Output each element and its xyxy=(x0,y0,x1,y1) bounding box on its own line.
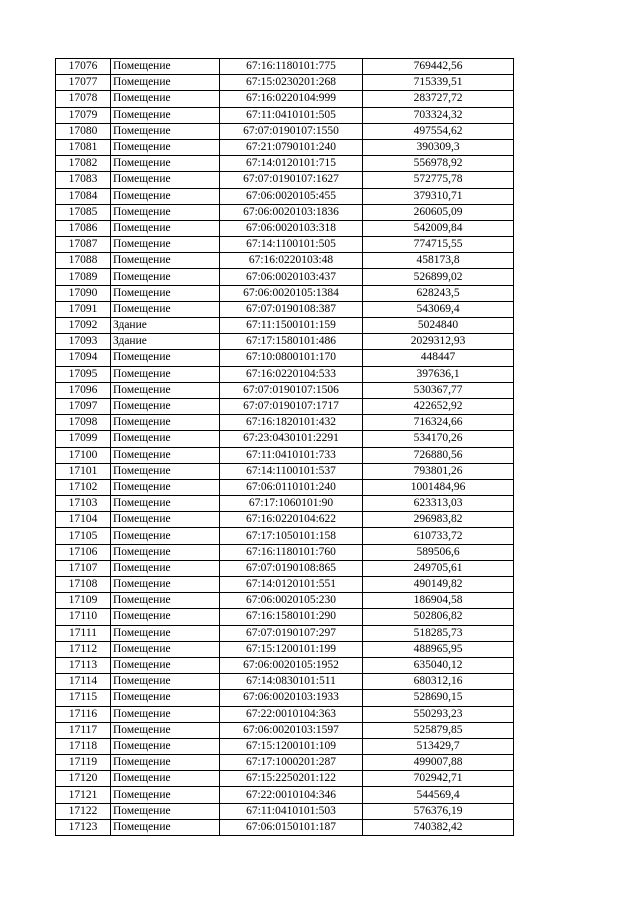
table-row xyxy=(56,107,514,123)
object-type-cell: Помещение xyxy=(111,593,220,609)
cadastral-value-cell: 774715,55 xyxy=(363,237,514,253)
row-number-cell: 17078 xyxy=(56,91,111,107)
table-row xyxy=(56,674,514,690)
cadastral-number-cell: 67:06:0020103:1597 xyxy=(220,722,363,738)
table-row xyxy=(56,382,514,398)
object-type-cell: Помещение xyxy=(111,771,220,787)
row-number-cell: 17095 xyxy=(56,366,111,382)
table-row xyxy=(56,318,514,334)
cadastral-value-cell: 550293,23 xyxy=(363,706,514,722)
object-type-cell: Помещение xyxy=(111,415,220,431)
cadastral-number-cell: 67:16:1180101:775 xyxy=(220,59,363,75)
cadastral-number-cell: 67:17:1050101:158 xyxy=(220,528,363,544)
object-type-cell: Здание xyxy=(111,334,220,350)
object-type-cell: Помещение xyxy=(111,609,220,625)
cadastral-number-cell: 67:16:0220103:48 xyxy=(220,253,363,269)
object-type-cell: Помещение xyxy=(111,139,220,155)
table-row xyxy=(56,415,514,431)
cadastral-number-cell: 67:17:1580101:486 xyxy=(220,334,363,350)
cadastral-value-cell: 680312,16 xyxy=(363,674,514,690)
cadastral-value-cell: 422652,92 xyxy=(363,398,514,414)
row-number-cell: 17088 xyxy=(56,253,111,269)
table-row xyxy=(56,447,514,463)
cadastral-value-cell: 296983,82 xyxy=(363,512,514,528)
table-row xyxy=(56,771,514,787)
cadastral-value-cell: 716324,66 xyxy=(363,415,514,431)
row-number-cell: 17087 xyxy=(56,237,111,253)
cadastral-value-cell: 5024840 xyxy=(363,318,514,334)
object-type-cell: Здание xyxy=(111,318,220,334)
table-row xyxy=(56,188,514,204)
cadastral-number-cell: 67:16:1820101:432 xyxy=(220,415,363,431)
object-type-cell: Помещение xyxy=(111,285,220,301)
cadastral-number-cell: 67:06:0110101:240 xyxy=(220,479,363,495)
row-number-cell: 17105 xyxy=(56,528,111,544)
object-type-cell: Помещение xyxy=(111,107,220,123)
row-number-cell: 17119 xyxy=(56,755,111,771)
table-row xyxy=(56,285,514,301)
row-number-cell: 17076 xyxy=(56,59,111,75)
object-type-cell: Помещение xyxy=(111,690,220,706)
cadastral-number-cell: 67:16:0220104:533 xyxy=(220,366,363,382)
object-type-cell: Помещение xyxy=(111,625,220,641)
row-number-cell: 17109 xyxy=(56,593,111,609)
object-type-cell: Помещение xyxy=(111,366,220,382)
row-number-cell: 17108 xyxy=(56,577,111,593)
cadastral-value-cell: 528690,15 xyxy=(363,690,514,706)
table-row xyxy=(56,609,514,625)
cadastral-number-cell: 67:14:1100101:537 xyxy=(220,463,363,479)
object-type-cell: Помещение xyxy=(111,463,220,479)
cadastral-number-cell: 67:16:1580101:290 xyxy=(220,609,363,625)
row-number-cell: 17082 xyxy=(56,156,111,172)
cadastral-value-cell: 544569,4 xyxy=(363,787,514,803)
table-row xyxy=(56,577,514,593)
object-type-cell: Помещение xyxy=(111,544,220,560)
table-row xyxy=(56,496,514,512)
cadastral-value-cell: 1001484,96 xyxy=(363,479,514,495)
object-type-cell: Помещение xyxy=(111,431,220,447)
cadastral-value-cell: 518285,73 xyxy=(363,625,514,641)
cadastral-value-cell: 488965,95 xyxy=(363,641,514,657)
row-number-cell: 17096 xyxy=(56,382,111,398)
cadastral-number-cell: 67:10:0800101:170 xyxy=(220,350,363,366)
object-type-cell: Помещение xyxy=(111,787,220,803)
cadastral-value-cell: 525879,85 xyxy=(363,722,514,738)
row-number-cell: 17111 xyxy=(56,625,111,641)
cadastral-value-cell: 283727,72 xyxy=(363,91,514,107)
cadastral-number-cell: 67:21:0790101:240 xyxy=(220,139,363,155)
table-row xyxy=(56,350,514,366)
row-number-cell: 17114 xyxy=(56,674,111,690)
object-type-cell: Помещение xyxy=(111,350,220,366)
cadastral-number-cell: 67:07:0190107:1627 xyxy=(220,172,363,188)
object-type-cell: Помещение xyxy=(111,674,220,690)
object-type-cell: Помещение xyxy=(111,59,220,75)
object-type-cell: Помещение xyxy=(111,755,220,771)
cadastral-number-cell: 67:06:0150101:187 xyxy=(220,819,363,835)
cadastral-number-cell: 67:06:0020105:1384 xyxy=(220,285,363,301)
row-number-cell: 17093 xyxy=(56,334,111,350)
cadastral-number-cell: 67:06:0020103:1933 xyxy=(220,690,363,706)
row-number-cell: 17121 xyxy=(56,787,111,803)
object-type-cell: Помещение xyxy=(111,253,220,269)
table-row xyxy=(56,625,514,641)
cadastral-value-cell: 526899,02 xyxy=(363,269,514,285)
cadastral-value-cell: 610733,72 xyxy=(363,528,514,544)
row-number-cell: 17106 xyxy=(56,544,111,560)
row-number-cell: 17080 xyxy=(56,123,111,139)
table-row xyxy=(56,512,514,528)
cadastral-value-cell: 499007,88 xyxy=(363,755,514,771)
table-row xyxy=(56,738,514,754)
cadastral-number-cell: 67:06:0020103:318 xyxy=(220,220,363,236)
table-row xyxy=(56,463,514,479)
table-row xyxy=(56,204,514,220)
object-type-cell: Помещение xyxy=(111,75,220,91)
table-row xyxy=(56,722,514,738)
cadastral-number-cell: 67:16:0220104:622 xyxy=(220,512,363,528)
object-type-cell: Помещение xyxy=(111,528,220,544)
object-type-cell: Помещение xyxy=(111,123,220,139)
table-row xyxy=(56,657,514,673)
row-number-cell: 17085 xyxy=(56,204,111,220)
cadastral-value-cell: 379310,71 xyxy=(363,188,514,204)
object-type-cell: Помещение xyxy=(111,398,220,414)
object-type-cell: Помещение xyxy=(111,512,220,528)
cadastral-value-cell: 530367,77 xyxy=(363,382,514,398)
row-number-cell: 17103 xyxy=(56,496,111,512)
row-number-cell: 17094 xyxy=(56,350,111,366)
cadastral-value-cell: 543069,4 xyxy=(363,301,514,317)
object-type-cell: Помещение xyxy=(111,91,220,107)
object-type-cell: Помещение xyxy=(111,641,220,657)
property-table xyxy=(55,58,514,836)
row-number-cell: 17110 xyxy=(56,609,111,625)
row-number-cell: 17102 xyxy=(56,479,111,495)
object-type-cell: Помещение xyxy=(111,204,220,220)
object-type-cell: Помещение xyxy=(111,479,220,495)
cadastral-value-cell: 703324,32 xyxy=(363,107,514,123)
cadastral-value-cell: 572775,78 xyxy=(363,172,514,188)
table-row xyxy=(56,172,514,188)
row-number-cell: 17117 xyxy=(56,722,111,738)
row-number-cell: 17090 xyxy=(56,285,111,301)
cadastral-number-cell: 67:14:0830101:511 xyxy=(220,674,363,690)
table-row xyxy=(56,431,514,447)
row-number-cell: 17098 xyxy=(56,415,111,431)
table-row xyxy=(56,237,514,253)
cadastral-number-cell: 67:07:0190108:865 xyxy=(220,560,363,576)
cadastral-value-cell: 576376,19 xyxy=(363,803,514,819)
table-row xyxy=(56,366,514,382)
row-number-cell: 17084 xyxy=(56,188,111,204)
table-row xyxy=(56,220,514,236)
cadastral-value-cell: 623313,03 xyxy=(363,496,514,512)
row-number-cell: 17083 xyxy=(56,172,111,188)
table-row xyxy=(56,528,514,544)
row-number-cell: 17097 xyxy=(56,398,111,414)
row-number-cell: 17086 xyxy=(56,220,111,236)
table-row xyxy=(56,91,514,107)
row-number-cell: 17081 xyxy=(56,139,111,155)
cadastral-number-cell: 67:11:0410101:733 xyxy=(220,447,363,463)
cadastral-number-cell: 67:11:0410101:503 xyxy=(220,803,363,819)
cadastral-value-cell: 448447 xyxy=(363,350,514,366)
cadastral-value-cell: 249705,61 xyxy=(363,560,514,576)
row-number-cell: 17112 xyxy=(56,641,111,657)
table-row xyxy=(56,139,514,155)
cadastral-number-cell: 67:06:0020103:1836 xyxy=(220,204,363,220)
row-number-cell: 17099 xyxy=(56,431,111,447)
row-number-cell: 17092 xyxy=(56,318,111,334)
table-row xyxy=(56,269,514,285)
object-type-cell: Помещение xyxy=(111,803,220,819)
row-number-cell: 17107 xyxy=(56,560,111,576)
cadastral-value-cell: 702942,71 xyxy=(363,771,514,787)
cadastral-number-cell: 67:15:0230201:268 xyxy=(220,75,363,91)
row-number-cell: 17118 xyxy=(56,738,111,754)
row-number-cell: 17113 xyxy=(56,657,111,673)
object-type-cell: Помещение xyxy=(111,188,220,204)
cadastral-value-cell: 769442,56 xyxy=(363,59,514,75)
table-row xyxy=(56,301,514,317)
cadastral-value-cell: 589506,6 xyxy=(363,544,514,560)
cadastral-value-cell: 793801,26 xyxy=(363,463,514,479)
row-number-cell: 17089 xyxy=(56,269,111,285)
table-row xyxy=(56,755,514,771)
cadastral-number-cell: 67:06:0020103:437 xyxy=(220,269,363,285)
cadastral-value-cell: 497554,62 xyxy=(363,123,514,139)
cadastral-number-cell: 67:17:1060101:90 xyxy=(220,496,363,512)
object-type-cell: Помещение xyxy=(111,301,220,317)
cadastral-value-cell: 726880,56 xyxy=(363,447,514,463)
row-number-cell: 17123 xyxy=(56,819,111,835)
cadastral-number-cell: 67:23:0430101:2291 xyxy=(220,431,363,447)
cadastral-number-cell: 67:06:0020105:1952 xyxy=(220,657,363,673)
property-table-body xyxy=(56,59,514,836)
cadastral-number-cell: 67:14:0120101:715 xyxy=(220,156,363,172)
cadastral-number-cell: 67:07:0190107:1506 xyxy=(220,382,363,398)
table-row xyxy=(56,560,514,576)
table-row xyxy=(56,59,514,75)
row-number-cell: 17120 xyxy=(56,771,111,787)
cadastral-number-cell: 67:15:1200101:199 xyxy=(220,641,363,657)
cadastral-value-cell: 458173,8 xyxy=(363,253,514,269)
cadastral-value-cell: 490149,82 xyxy=(363,577,514,593)
row-number-cell: 17079 xyxy=(56,107,111,123)
cadastral-number-cell: 67:11:0410101:505 xyxy=(220,107,363,123)
table-row xyxy=(56,156,514,172)
object-type-cell: Помещение xyxy=(111,447,220,463)
object-type-cell: Помещение xyxy=(111,156,220,172)
table-row xyxy=(56,253,514,269)
table-row xyxy=(56,479,514,495)
cadastral-number-cell: 67:17:1000201:287 xyxy=(220,755,363,771)
cadastral-value-cell: 635040,12 xyxy=(363,657,514,673)
cadastral-number-cell: 67:06:0020105:230 xyxy=(220,593,363,609)
object-type-cell: Помещение xyxy=(111,738,220,754)
table-row xyxy=(56,334,514,350)
object-type-cell: Помещение xyxy=(111,577,220,593)
cadastral-value-cell: 715339,51 xyxy=(363,75,514,91)
row-number-cell: 17116 xyxy=(56,706,111,722)
cadastral-number-cell: 67:14:1100101:505 xyxy=(220,237,363,253)
table-row xyxy=(56,75,514,91)
cadastral-number-cell: 67:07:0190107:297 xyxy=(220,625,363,641)
cadastral-value-cell: 740382,42 xyxy=(363,819,514,835)
cadastral-number-cell: 67:07:0190107:1717 xyxy=(220,398,363,414)
cadastral-value-cell: 534170,26 xyxy=(363,431,514,447)
table-row xyxy=(56,123,514,139)
row-number-cell: 17122 xyxy=(56,803,111,819)
cadastral-value-cell: 2029312,93 xyxy=(363,334,514,350)
row-number-cell: 17115 xyxy=(56,690,111,706)
object-type-cell: Помещение xyxy=(111,560,220,576)
cadastral-number-cell: 67:11:1500101:159 xyxy=(220,318,363,334)
row-number-cell: 17104 xyxy=(56,512,111,528)
cadastral-value-cell: 390309,3 xyxy=(363,139,514,155)
cadastral-number-cell: 67:07:0190107:1550 xyxy=(220,123,363,139)
table-row xyxy=(56,690,514,706)
cadastral-value-cell: 186904,58 xyxy=(363,593,514,609)
cadastral-number-cell: 67:22:0010104:363 xyxy=(220,706,363,722)
object-type-cell: Помещение xyxy=(111,657,220,673)
object-type-cell: Помещение xyxy=(111,722,220,738)
table-row xyxy=(56,544,514,560)
table-row xyxy=(56,803,514,819)
cadastral-value-cell: 397636,1 xyxy=(363,366,514,382)
cadastral-value-cell: 260605,09 xyxy=(363,204,514,220)
row-number-cell: 17100 xyxy=(56,447,111,463)
cadastral-value-cell: 513429,7 xyxy=(363,738,514,754)
table-row xyxy=(56,787,514,803)
table-row xyxy=(56,593,514,609)
cadastral-number-cell: 67:07:0190108:387 xyxy=(220,301,363,317)
object-type-cell: Помещение xyxy=(111,220,220,236)
cadastral-number-cell: 67:15:2250201:122 xyxy=(220,771,363,787)
cadastral-value-cell: 542009,84 xyxy=(363,220,514,236)
object-type-cell: Помещение xyxy=(111,237,220,253)
table-row xyxy=(56,641,514,657)
row-number-cell: 17077 xyxy=(56,75,111,91)
object-type-cell: Помещение xyxy=(111,496,220,512)
object-type-cell: Помещение xyxy=(111,172,220,188)
table-row xyxy=(56,819,514,835)
cadastral-number-cell: 67:16:1180101:760 xyxy=(220,544,363,560)
object-type-cell: Помещение xyxy=(111,819,220,835)
cadastral-number-cell: 67:22:0010104:346 xyxy=(220,787,363,803)
cadastral-number-cell: 67:15:1200101:109 xyxy=(220,738,363,754)
table-row xyxy=(56,398,514,414)
cadastral-number-cell: 67:14:0120101:551 xyxy=(220,577,363,593)
cadastral-value-cell: 556978,92 xyxy=(363,156,514,172)
table-row xyxy=(56,706,514,722)
object-type-cell: Помещение xyxy=(111,269,220,285)
row-number-cell: 17101 xyxy=(56,463,111,479)
object-type-cell: Помещение xyxy=(111,382,220,398)
cadastral-value-cell: 628243,5 xyxy=(363,285,514,301)
cadastral-number-cell: 67:16:0220104:999 xyxy=(220,91,363,107)
cadastral-value-cell: 502806,82 xyxy=(363,609,514,625)
cadastral-number-cell: 67:06:0020105:455 xyxy=(220,188,363,204)
row-number-cell: 17091 xyxy=(56,301,111,317)
object-type-cell: Помещение xyxy=(111,706,220,722)
